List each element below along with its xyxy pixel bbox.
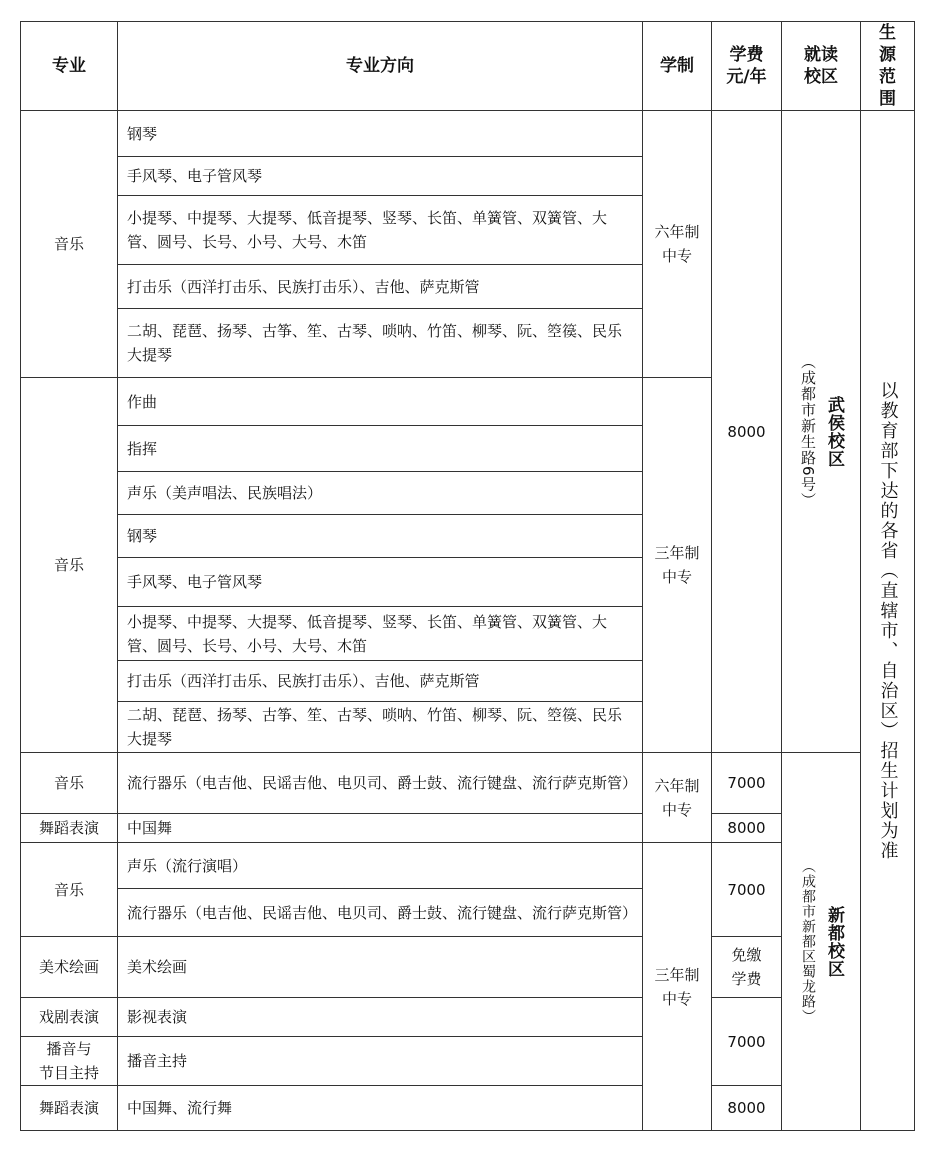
source-scope-cell [861, 111, 915, 1131]
direction-cell: 指挥 [118, 426, 643, 472]
direction-cell: 二胡、琵琶、扬琴、古筝、笙、古琴、唢呐、竹笛、柳琴、阮、箜篌、民乐大提琴 [118, 702, 643, 753]
campus-name-xindu: 新都校区 [824, 905, 844, 978]
duration-cell [643, 843, 712, 1131]
direction-cell: 作曲 [118, 378, 643, 426]
fee-cell: 8000 [712, 1086, 782, 1131]
major-cell: 音乐 [21, 111, 118, 378]
duration-cell [643, 111, 712, 378]
duration-cell [643, 753, 712, 843]
duration-line1: 六年制 [654, 223, 700, 241]
header-campus-line1: 就读 [804, 45, 838, 65]
campus-name-wuhou: 武侯校区 [824, 395, 844, 468]
duration-line2: 中专 [661, 247, 692, 265]
header-fee-line1: 学费 [729, 45, 764, 65]
fee-cell-wuhou: 8000 [712, 111, 782, 753]
table-row [21, 111, 915, 157]
direction-cell: 中国舞、流行舞 [118, 1086, 643, 1131]
fee-free-line2: 学费 [731, 970, 762, 988]
header-source-char: 生 [879, 23, 896, 43]
major-cell: 舞蹈表演 [21, 814, 118, 843]
direction-cell: 声乐（流行演唱） [118, 843, 643, 889]
direction-cell: 中国舞 [118, 814, 643, 843]
header-campus [782, 22, 861, 111]
major-cell: 音乐 [21, 378, 118, 753]
major-line2: 节目主持 [38, 1064, 99, 1082]
duration-line1: 六年制 [654, 776, 700, 795]
major-cell: 舞蹈表演 [21, 1086, 118, 1131]
direction-cell: 钢琴 [118, 111, 643, 157]
direction-cell: 播音主持 [118, 1037, 643, 1086]
table-row [21, 843, 915, 889]
table-row [21, 937, 915, 998]
source-scope-text: 以教育部下达的各省（直辖市、自治区）招生计划为准 [877, 380, 899, 861]
major-cell: 美术绘画 [21, 937, 118, 998]
major-cell: 音乐 [21, 753, 118, 814]
major-cell [21, 1037, 118, 1086]
table-row [21, 753, 915, 814]
fee-cell: 7000 [712, 753, 782, 814]
header-direction: 专业方向 [118, 22, 643, 111]
header-source-char: 源 [879, 45, 896, 65]
direction-cell: 影视表演 [118, 998, 643, 1037]
duration-cell [643, 378, 712, 753]
direction-cell: 流行器乐（电吉他、民谣吉他、电贝司、爵士鼓、流行键盘、流行萨克斯管） [118, 889, 643, 937]
campus-address-xindu: （成都市新都区蜀龙路） [800, 859, 816, 1024]
header-fee-line2: 元/年 [726, 67, 767, 87]
enrollment-table [20, 21, 915, 1131]
direction-cell: 流行器乐（电吉他、民谣吉他、电贝司、爵士鼓、流行键盘、流行萨克斯管） [118, 753, 643, 814]
major-cell: 戏剧表演 [21, 998, 118, 1037]
duration-line2: 中专 [661, 989, 692, 1008]
direction-cell: 声乐（美声唱法、民族唱法） [118, 472, 643, 515]
direction-cell: 钢琴 [118, 515, 643, 558]
campus-address-wuhou: （成都市新生路6号） [799, 354, 817, 509]
fee-free-line1: 免缴 [731, 946, 762, 964]
table-row [21, 814, 915, 843]
direction-cell: 小提琴、中提琴、大提琴、低音提琴、竖琴、长笛、单簧管、双簧管、大管、圆号、长号、小号、大号、木笛 [118, 196, 643, 265]
direction-cell: 二胡、琵琶、扬琴、古筝、笙、古琴、唢呐、竹笛、柳琴、阮、箜篌、民乐大提琴 [118, 309, 643, 378]
fee-cell: 7000 [712, 843, 782, 937]
duration-line2: 中专 [661, 800, 692, 819]
campus-cell-xindu [782, 753, 861, 1131]
header-duration: 学制 [643, 22, 712, 111]
direction-cell: 美术绘画 [118, 937, 643, 998]
header-fee [712, 22, 782, 111]
fee-cell-free [712, 937, 782, 998]
header-source [861, 22, 915, 111]
fee-cell: 7000 [712, 998, 782, 1086]
fee-cell: 8000 [712, 814, 782, 843]
direction-cell: 打击乐（西洋打击乐、民族打击乐）、吉他、萨克斯管 [118, 661, 643, 702]
header-campus-line2: 校区 [804, 67, 838, 87]
direction-cell: 手风琴、电子管风琴 [118, 157, 643, 196]
major-line1: 播音与 [46, 1040, 92, 1058]
table-row [21, 998, 915, 1037]
campus-cell-wuhou [782, 111, 861, 753]
direction-cell: 手风琴、电子管风琴 [118, 558, 643, 607]
header-source-char: 范 [879, 67, 896, 87]
duration-line1: 三年制 [654, 965, 700, 984]
direction-cell: 小提琴、中提琴、大提琴、低音提琴、竖琴、长笛、单簧管、双簧管、大管、圆号、长号、小号、大号、木笛 [118, 607, 643, 661]
duration-line1: 三年制 [654, 544, 700, 562]
header-major: 专业 [21, 22, 118, 111]
direction-cell: 打击乐（西洋打击乐、民族打击乐）、吉他、萨克斯管 [118, 265, 643, 309]
header-source-char: 围 [879, 89, 896, 109]
major-cell: 音乐 [21, 843, 118, 937]
table-row [21, 1086, 915, 1131]
header-row [21, 22, 915, 111]
duration-line2: 中专 [661, 568, 692, 586]
